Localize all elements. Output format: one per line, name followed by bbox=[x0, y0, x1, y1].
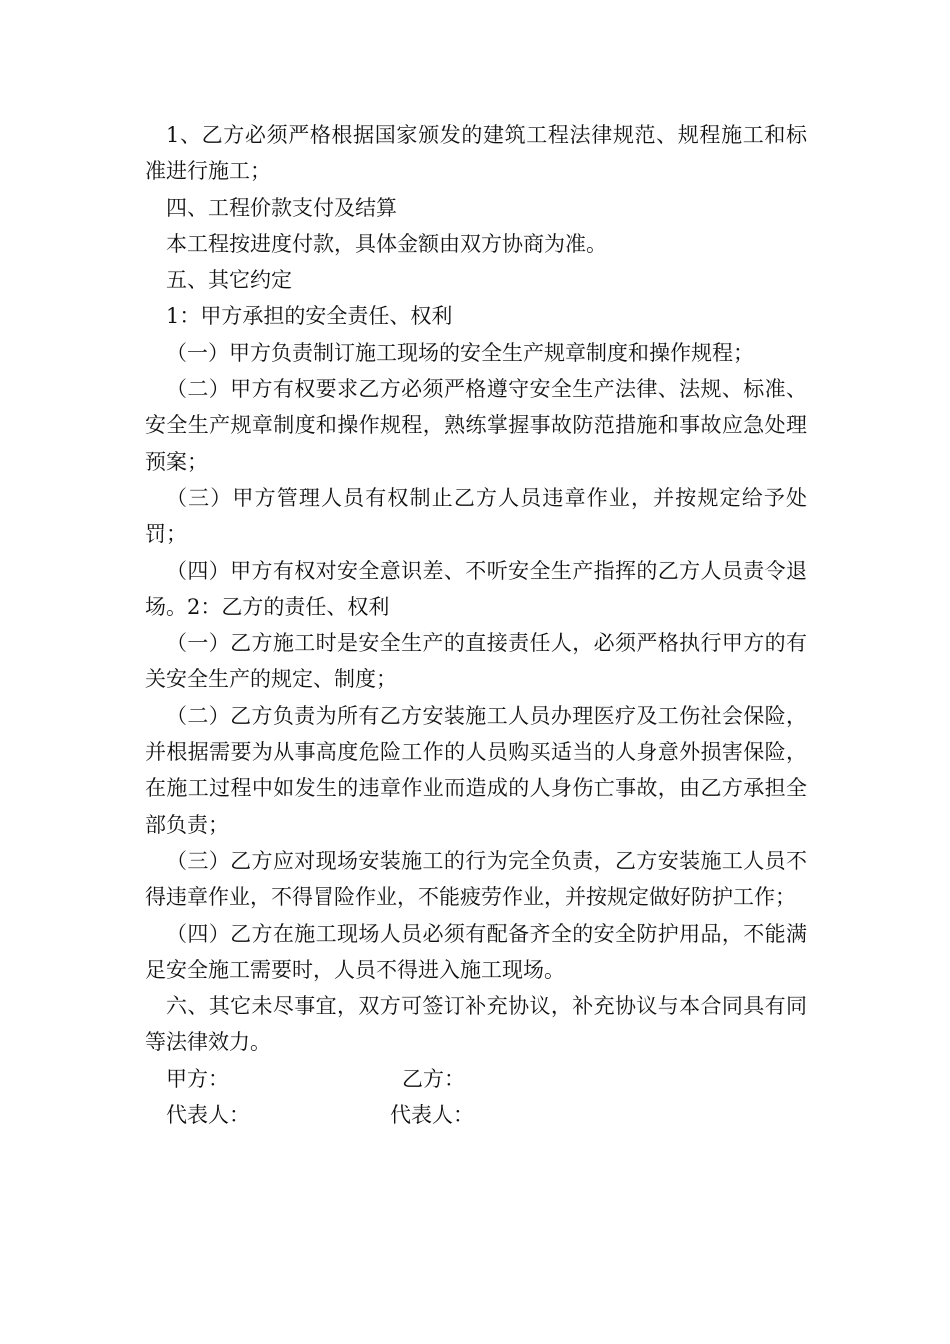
party-a-label: 甲方： bbox=[166, 1066, 229, 1091]
section-6-other-matters: 六、其它未尽事宜，双方可签订补充协议，补充协议与本合同具有同等法律效力。 bbox=[145, 994, 807, 1055]
party-b-item-3: （三）乙方应对现场安装施工的行为完全负责，乙方安装施工人员不得违章作业，不得冒险作业，不能疲劳作业，并按规定做好防护工作； bbox=[145, 848, 807, 910]
signature-party-row bbox=[145, 1061, 807, 1097]
party-b-item-4: （四）乙方在施工现场人员必须有配备齐全的安全防护用品，不能满足安全施工需要时，人员不得进入施工现场。 bbox=[145, 921, 807, 982]
party-b-item-1: （一）乙方施工时是安全生产的直接责任人，必须严格执行甲方的有关安全生产的规定、制度； bbox=[145, 631, 807, 692]
payment-terms: 本工程按进度付款，具体金额由双方协商为准。 bbox=[166, 231, 607, 256]
party-a-item-4: （四）甲方有权对安全意识差、不听安全生产指挥的乙方人员责令退场。2：乙方的责任、权利 bbox=[145, 558, 807, 619]
party-a-item-3: （三）甲方管理人员有权制止乙方人员违章作业，并按规定给予处罚； bbox=[145, 485, 807, 547]
signature-representative-row bbox=[145, 1097, 807, 1133]
party-b-item-2: （二）乙方负责为所有乙方安装施工人员办理医疗及工伤社会保险，并根据需要为从事高度危险工作的人员购买适当的人身意外损害保险，在施工过程中如发生的违章作业而造成的人身伤亡事故，由乙方承担全部负责； bbox=[145, 703, 807, 837]
party-a-item-1: （一）甲方负责制订施工现场的安全生产规章制度和操作规程； bbox=[166, 340, 754, 365]
clause-1-construction-standards: 1、乙方必须严格根据国家颁发的建筑工程法律规范、规程施工和标准进行施工； bbox=[145, 123, 807, 184]
representative-b-label: 代表人： bbox=[390, 1103, 474, 1128]
party-a-responsibilities-heading: 1：甲方承担的安全责任、权利 bbox=[166, 304, 453, 329]
document-page bbox=[145, 117, 807, 1133]
party-b-label: 乙方： bbox=[402, 1066, 465, 1091]
party-a-item-2: （二）甲方有权要求乙方必须严格遵守安全生产法律、法规、标准、安全生产规章制度和操作规程，熟练掌握事故防范措施和事故应急处理预案； bbox=[145, 377, 807, 474]
section-5-heading: 五、其它约定 bbox=[166, 268, 292, 293]
section-4-heading: 四、工程价款支付及结算 bbox=[166, 195, 397, 220]
representative-a-label: 代表人： bbox=[166, 1103, 250, 1128]
